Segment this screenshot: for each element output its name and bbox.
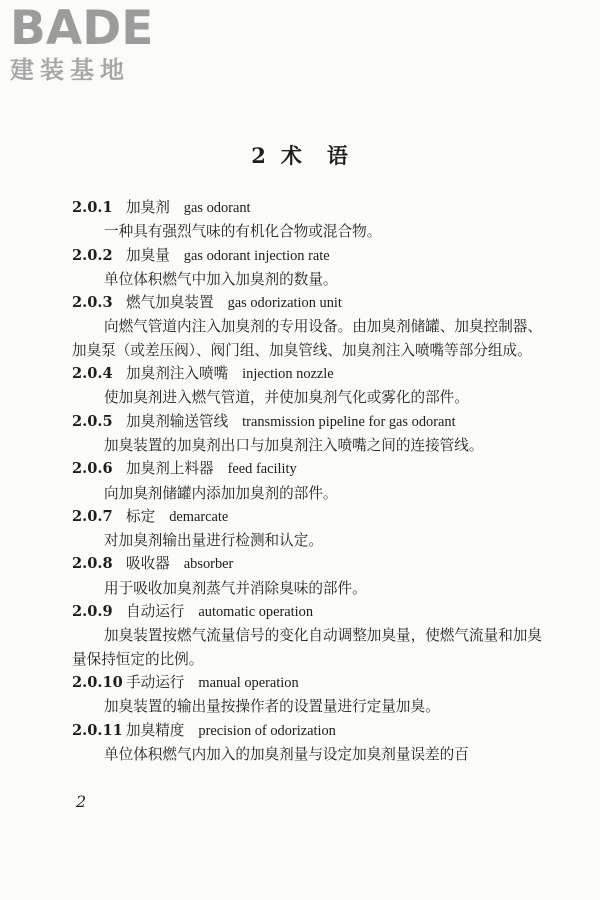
term-entry xyxy=(72,196,542,244)
page-number: 2 xyxy=(76,792,87,811)
term-entry xyxy=(72,671,542,719)
term-english: transmission pipeline for gas odorant xyxy=(242,413,456,430)
term-chinese: 加臭剂上料器 xyxy=(126,460,214,478)
term-definition: 向燃气管道内注入加臭剂的专用设备。由加臭剂储罐、加臭控制器、加臭泵（或差压阀）、阀门组、加臭管线、加臭剂注入喷嘴等部分组成。 xyxy=(72,318,542,359)
term-definition: 使加臭剂进入燃气管道，并使加臭剂气化或雾化的部件。 xyxy=(104,389,469,407)
term-chinese: 加臭量 xyxy=(126,246,170,264)
term-english: feed facility xyxy=(227,461,297,478)
term-chinese: 标定 xyxy=(126,507,156,525)
term-english: absorber xyxy=(183,556,234,573)
logo-brand-text: BADE xyxy=(10,1,154,56)
term-definition: 单位体积燃气中加入加臭剂的数量。 xyxy=(104,270,338,288)
term-english: precision of odorization xyxy=(198,722,336,739)
term-definition: 加臭装置按燃气流量信号的变化自动调整加臭量，使燃气流量和加臭量保持恒定的比例。 xyxy=(72,627,542,668)
term-entry xyxy=(72,244,542,292)
term-list xyxy=(72,196,542,766)
section-title-part2: 语 xyxy=(326,143,349,168)
logo-subtitle: 建装基地 xyxy=(10,56,130,84)
term-number: 2.0.1 xyxy=(72,199,113,216)
term-english: gas odorization unit xyxy=(227,295,342,312)
term-chinese: 手动运行 xyxy=(126,673,185,691)
term-number: 2.0.9 xyxy=(72,603,113,621)
term-english: demarcate xyxy=(169,508,229,525)
term-entry xyxy=(72,505,542,553)
term-entry xyxy=(72,457,542,505)
term-chinese: 吸收器 xyxy=(126,555,170,573)
term-english: gas odorant xyxy=(183,200,251,216)
term-definition: 加臭装置的输出量按操作者的设置量进行定量加臭。 xyxy=(104,698,440,716)
term-entry xyxy=(72,600,542,671)
term-english: injection nozzle xyxy=(242,366,334,383)
term-chinese: 加臭剂注入喷嘴 xyxy=(126,365,229,383)
section-title xyxy=(0,140,600,170)
term-number: 2.0.8 xyxy=(72,555,113,573)
section-number: 2 xyxy=(251,143,267,168)
term-definition: 加臭装置的加臭剂出口与加臭剂注入喷嘴之间的连接管线。 xyxy=(104,436,484,454)
term-entry xyxy=(72,552,542,600)
term-number: 2.0.4 xyxy=(72,365,113,383)
term-number: 2.0.2 xyxy=(72,246,113,264)
term-definition: 对加臭剂输出量进行检测和认定。 xyxy=(104,532,323,550)
term-chinese: 加臭剂 xyxy=(126,199,170,216)
term-chinese: 燃气加臭装置 xyxy=(126,294,214,312)
term-definition: 用于吸收加臭剂蒸气并消除臭味的部件。 xyxy=(104,579,367,597)
term-entry xyxy=(72,362,542,410)
term-english: manual operation xyxy=(198,674,299,691)
term-entry xyxy=(72,719,542,767)
term-english: automatic operation xyxy=(198,604,314,621)
term-number: 2.0.10 xyxy=(72,673,123,691)
term-english: gas odorant injection rate xyxy=(183,247,330,264)
term-number: 2.0.7 xyxy=(72,507,113,525)
term-number: 2.0.5 xyxy=(72,412,113,430)
term-number: 2.0.11 xyxy=(72,721,123,739)
term-entry xyxy=(72,410,542,458)
term-definition: 单位体积燃气内加入的加臭剂量与设定加臭剂量误差的百 xyxy=(104,745,469,763)
term-number: 2.0.6 xyxy=(72,460,113,478)
term-definition: 一种具有强烈气味的有机化合物或混合物。 xyxy=(104,223,382,241)
term-chinese: 自动运行 xyxy=(126,603,185,621)
term-definition: 向加臭剂储罐内添加加臭剂的部件。 xyxy=(104,484,338,502)
term-number: 2.0.3 xyxy=(72,294,113,312)
section-title-part1: 术 xyxy=(280,143,303,168)
brand-logo xyxy=(10,1,180,84)
term-chinese: 加臭剂输送管线 xyxy=(126,412,229,430)
term-chinese: 加臭精度 xyxy=(126,721,185,739)
term-entry xyxy=(72,291,542,362)
